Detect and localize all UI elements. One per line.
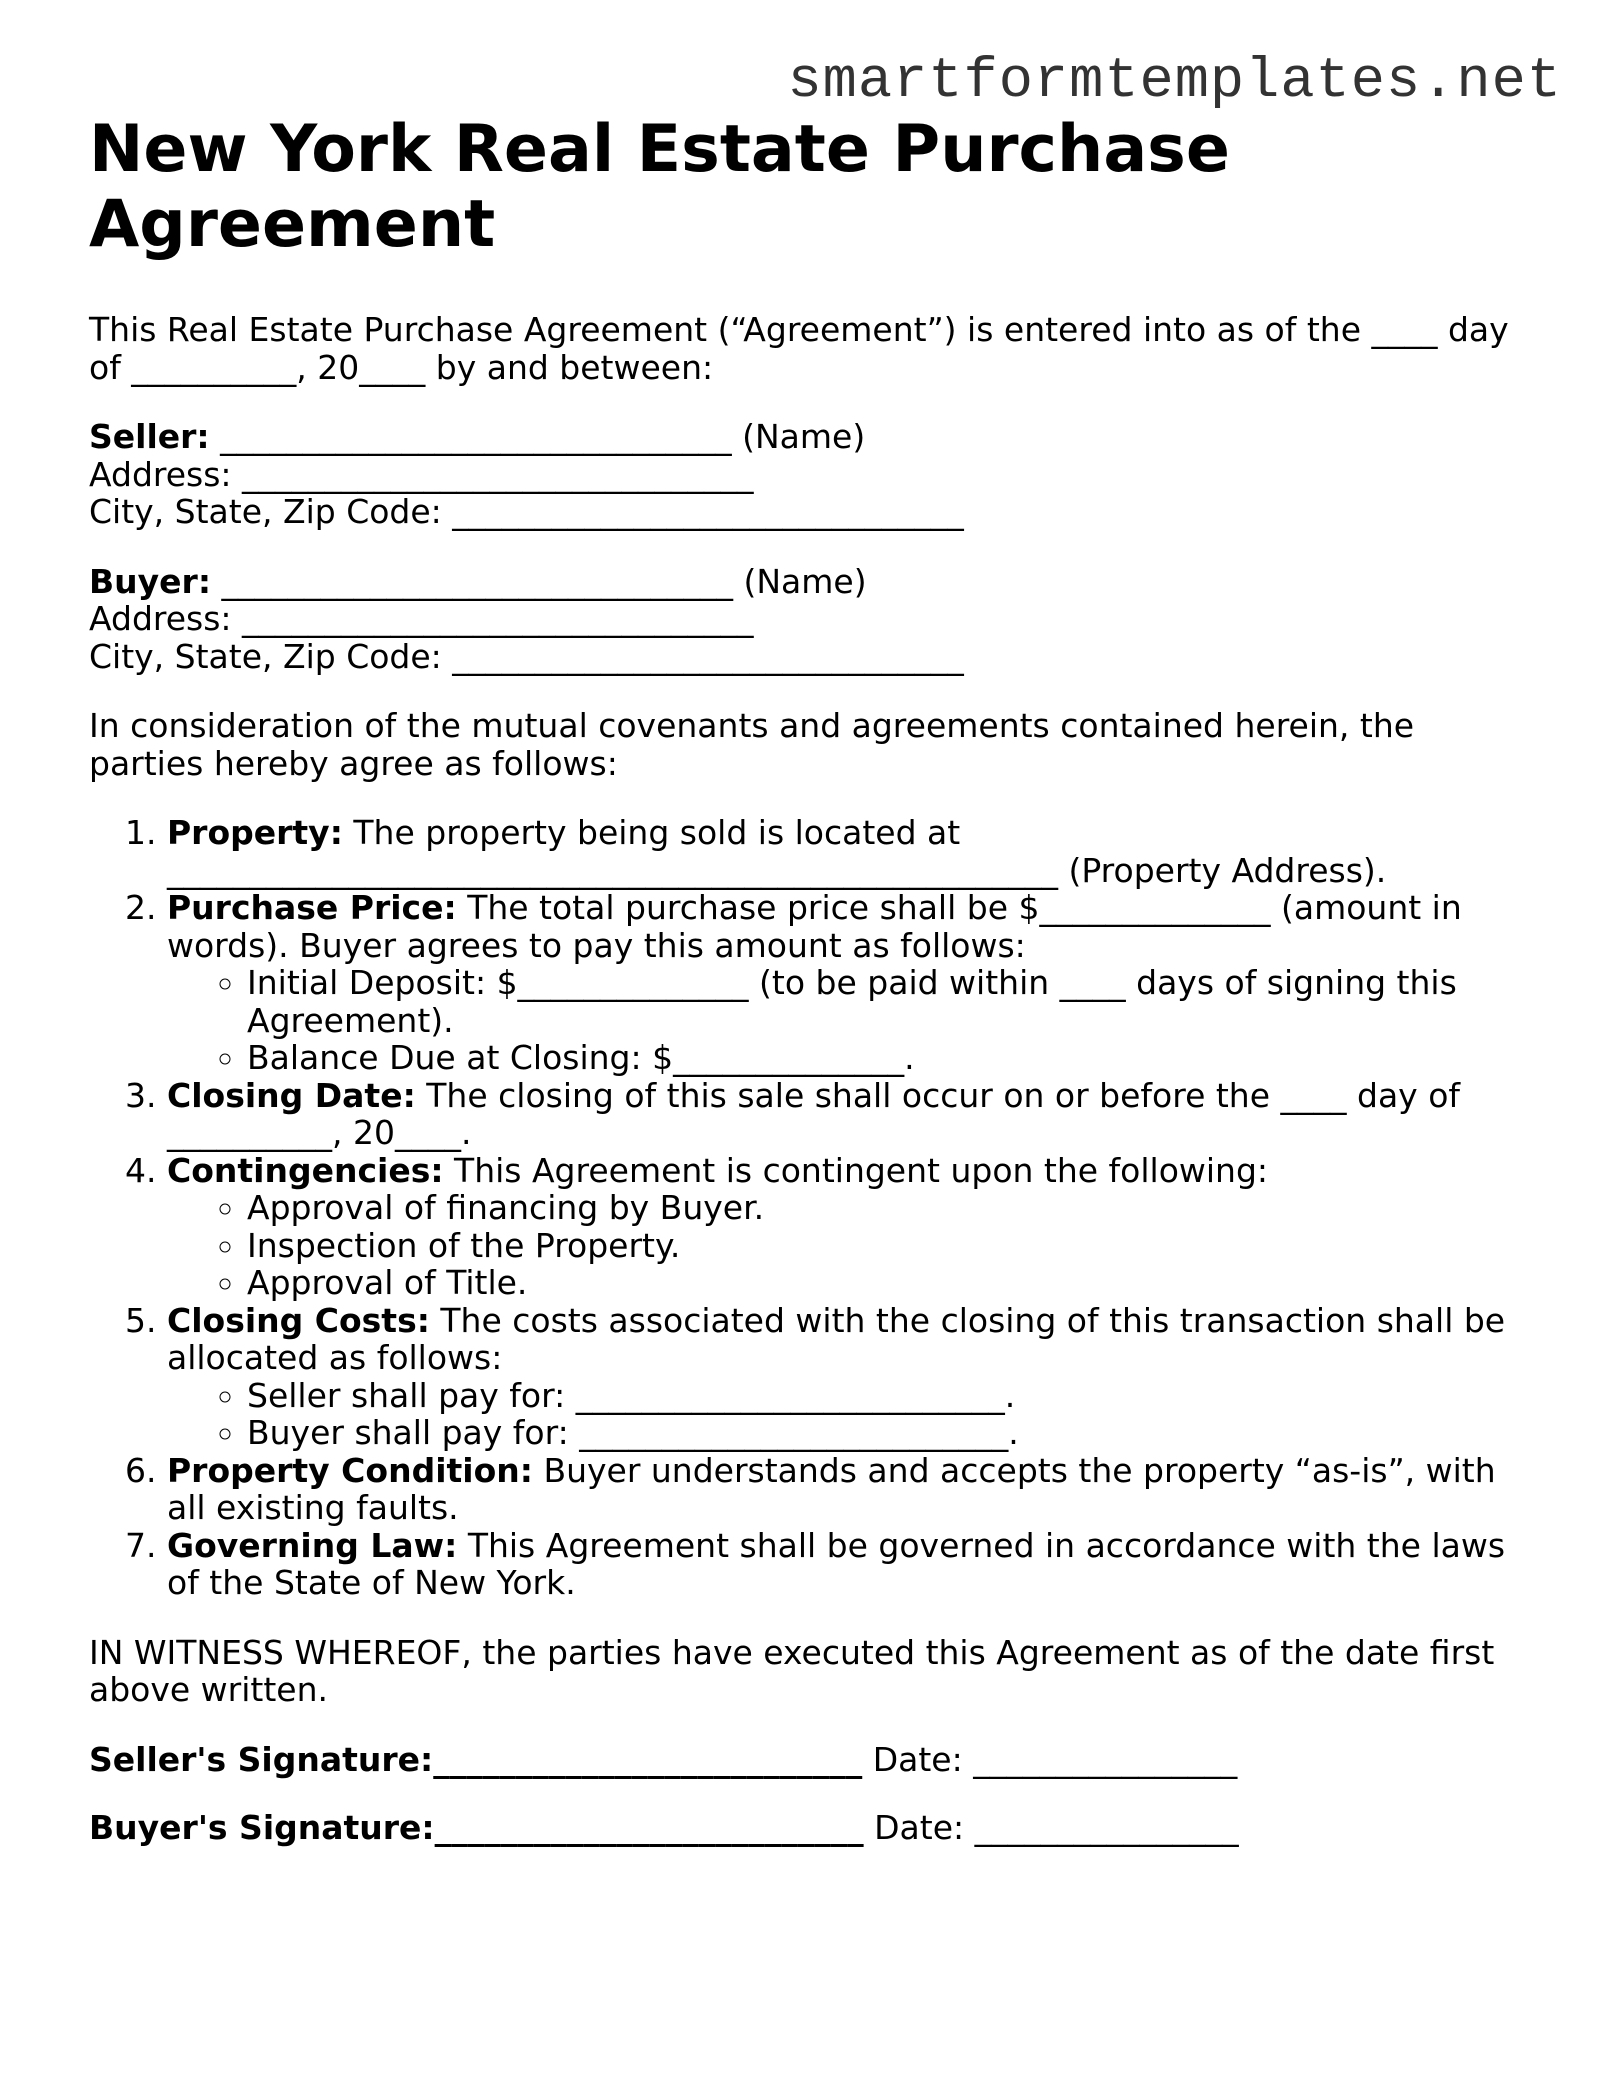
signature-date: Date: ________________ [863, 1808, 1239, 1847]
buyer-city-state-zip: City, State, Zip Code: _______________________________ [89, 636, 964, 676]
signature-date: Date: ________________ [862, 1739, 1238, 1779]
document-body [89, 112, 1509, 1847]
seller-signature-line [89, 1741, 1509, 1779]
term-label: Property Condition: [167, 1450, 533, 1490]
intro-paragraph: This Real Estate Purchase Agreement (“Agreement”) is entered into as of the ____ day of __________, 20____ by and between: [89, 310, 1509, 387]
term-label: Governing Law: [167, 1525, 458, 1565]
buyer-block [89, 563, 1509, 676]
term-label: Closing Date: [167, 1075, 416, 1115]
term-text: The property being sold is located at ______________________________________________________ (Property Address). [167, 813, 1387, 890]
term-text: This Agreement is contingent upon the following: [443, 1150, 1269, 1190]
term-label: Purchase Price: [167, 888, 457, 927]
title-line-2: Agreement [89, 187, 496, 262]
sub-list [167, 1189, 1509, 1302]
buyer-name-blank: _______________________________ (Name) [211, 561, 867, 601]
buyer-label: Buyer: [89, 561, 212, 601]
seller-city-state-zip: City, State, Zip Code: _______________________________ [89, 492, 964, 531]
witness-paragraph: IN WITNESS WHEREOF, the parties have executed this Agreement as of the date first above written. [89, 1632, 1495, 1709]
seller-block [89, 418, 1509, 531]
sub-item-financing: ◦ Approval of financing by Buyer. [247, 1189, 1509, 1227]
term-label: Closing Costs: [167, 1300, 430, 1340]
buyer-address: Address: _______________________________ [89, 599, 754, 638]
buyer-signature-line [89, 1809, 1509, 1847]
seller-name-blank: _______________________________ (Name) [209, 417, 866, 456]
term-text: The costs associated with the closing of this transaction shall be allocated as follows: [167, 1300, 1506, 1377]
sub-list [167, 964, 1509, 1077]
term-label: Property: [167, 813, 343, 852]
sub-item-buyer-pays: ◦ Buyer shall pay for: __________________________. [247, 1414, 1509, 1452]
term-purchase-price [167, 889, 1509, 1077]
term-text: The closing of this sale shall occur on or before the ____ day of __________, 20____. [167, 1075, 1461, 1152]
seller-name-line [89, 418, 1509, 456]
buyer-name-line [89, 563, 1509, 601]
term-property [167, 814, 1509, 889]
seller-label: Seller: [89, 417, 210, 456]
signature-label: Buyer's Signature:__________________________ [89, 1808, 864, 1847]
consideration-paragraph: In consideration of the mutual covenants and agreements contained herein, the parties hereby agree as follows: [89, 706, 1415, 783]
title-line-1: New York Real Estate Purchase [89, 112, 1230, 187]
term-contingencies [167, 1152, 1509, 1302]
term-closing-date [167, 1077, 1509, 1152]
term-text: This Agreement shall be governed in accordance with the laws of the State of New York. [167, 1525, 1506, 1602]
term-label: Contingencies: [167, 1150, 444, 1190]
term-closing-costs [167, 1302, 1509, 1452]
sub-item-initial-deposit: ◦ Initial Deposit: $______________ (to be paid within ____ days of signing this Agreement). [247, 964, 1509, 1039]
sub-item-inspection: ◦ Inspection of the Property. [247, 1227, 1509, 1265]
term-property-condition [167, 1452, 1509, 1527]
sub-item-seller-pays: ◦ Seller shall pay for: __________________________. [247, 1377, 1509, 1415]
term-text: Buyer understands and accepts the property “as-is”, with all existing faults. [167, 1450, 1496, 1527]
seller-address: Address: _______________________________ [89, 454, 754, 494]
terms-list [89, 814, 1509, 1602]
sub-item-title: ◦ Approval of Title. [247, 1264, 1509, 1302]
sub-list [167, 1377, 1509, 1452]
page-title [89, 112, 1509, 262]
signature-label: Seller's Signature:__________________________ [89, 1739, 863, 1779]
sub-item-balance-due: ◦ Balance Due at Closing: $______________. [247, 1039, 1509, 1077]
watermark-text: smartformtemplates.net [787, 50, 1562, 114]
term-text: The total purchase price shall be $______________ (amount in words). Buyer agrees to pay this amount as follows: [167, 888, 1462, 965]
term-governing-law [167, 1527, 1509, 1602]
